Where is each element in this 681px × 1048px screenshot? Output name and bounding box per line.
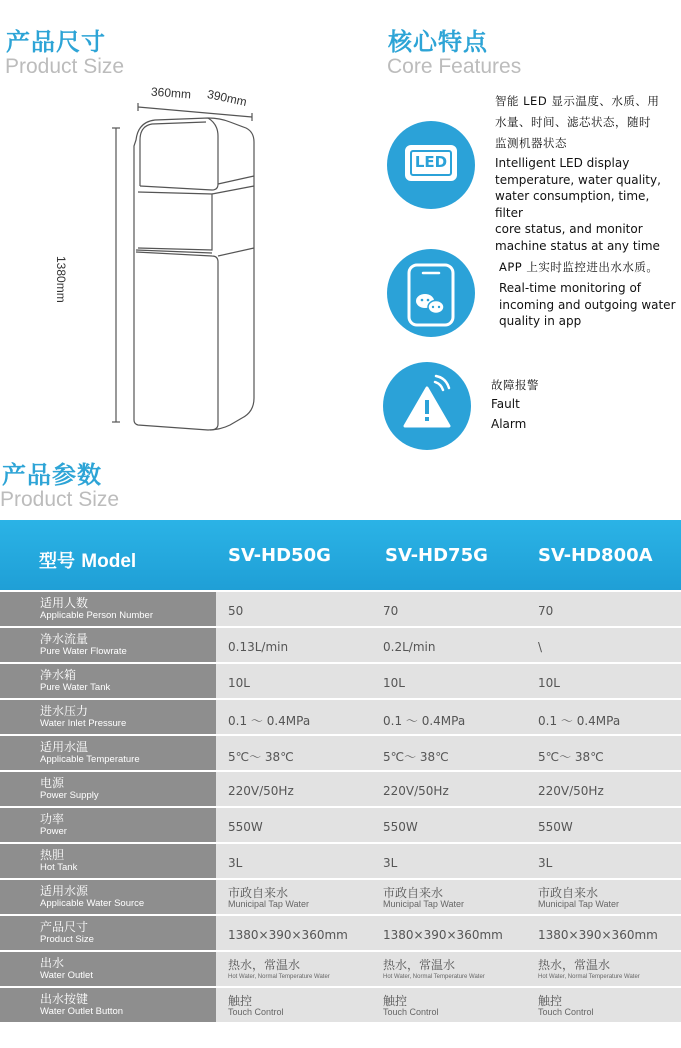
header-model-1: SV-HD50G <box>228 545 331 566</box>
row-label-cn: 出水按键 <box>40 992 89 1006</box>
cell-value: 1380×390×360mm <box>228 928 348 942</box>
header-model-label <box>39 547 136 573</box>
depth-dimension: 360mm <box>150 84 192 102</box>
row-cells <box>216 844 681 878</box>
feature-alarm-en-line-1: Fault <box>491 397 520 411</box>
cell-value: 10L <box>228 676 250 690</box>
cell-value: 5℃～ 38℃ <box>538 750 604 764</box>
warning-triangle-icon <box>383 362 471 450</box>
table-row <box>0 698 681 734</box>
row-label-en: Hot Tank <box>40 862 78 873</box>
row-cells <box>216 664 681 698</box>
cell-value: \ <box>538 640 543 654</box>
cell-value-en: Hot Water, Normal Temperature Water <box>538 974 640 980</box>
row-cells <box>216 736 681 770</box>
row-label-cn: 产品尺寸 <box>40 920 89 934</box>
params-title-cn: 产品参数 <box>2 461 102 489</box>
row-label-en: Applicable Temperature <box>40 754 140 765</box>
cell-value: 0.13L/min <box>228 640 289 654</box>
cell-value-cn: 热水，常温水 <box>383 958 456 972</box>
row-label <box>0 736 216 770</box>
row-cells <box>216 700 681 734</box>
cell-value: 0.1 ～ 0.4MPa <box>228 714 311 728</box>
row-label-cn: 净水流量 <box>40 632 89 646</box>
row-label-cn: 功率 <box>40 812 65 826</box>
table-row <box>0 770 681 806</box>
table-row <box>0 806 681 842</box>
feature-app-en-line-1: Real-time monitoring of <box>499 281 642 295</box>
table-row <box>0 626 681 662</box>
row-label <box>0 772 216 806</box>
spec-table-body <box>0 590 681 1022</box>
feature-led-en-line-3: water consumption, time, filter <box>495 189 650 220</box>
cell-value-en: Municipal Tap Water <box>538 899 620 909</box>
product-drawing <box>80 80 280 440</box>
cell-value-cn: 市政自来水 <box>538 886 599 900</box>
cell-value-cn: 触控 <box>383 994 408 1008</box>
feature-app-en-line-3: quality in app <box>499 314 582 328</box>
row-label-en: Applicable Water Source <box>40 898 145 909</box>
cell-value: 550W <box>383 820 418 834</box>
row-label-cn: 进水压力 <box>40 704 89 718</box>
row-cells <box>216 808 681 842</box>
feature-app-en-line-2: incoming and outgoing water <box>499 297 676 312</box>
table-row <box>0 842 681 878</box>
size-title-cn: 产品尺寸 <box>6 28 106 56</box>
row-label-cn: 适用水温 <box>40 740 89 754</box>
cell-value: 550W <box>228 820 263 834</box>
row-cells <box>216 988 681 1022</box>
features-title-cn: 核心特点 <box>388 28 488 56</box>
cell-value: 5℃～ 38℃ <box>383 750 449 764</box>
feature-app-text <box>499 257 679 330</box>
row-label-en: Water Inlet Pressure <box>40 718 127 729</box>
alarm-warning-icon <box>383 362 471 450</box>
cell-value: 3L <box>538 856 553 870</box>
feature-led-en-line-4: core status, and monitor <box>495 222 643 236</box>
cell-value-cn: 市政自来水 <box>383 886 444 900</box>
header-model-cn: 型号 <box>39 551 75 572</box>
row-cells <box>216 916 681 950</box>
led-badge-text: LED <box>410 150 452 176</box>
table-row <box>0 662 681 698</box>
feature-led-en-line-5: machine status at any time <box>495 238 660 253</box>
feature-app-cn-line-1: APP 上实时监控进出水水质。 <box>499 260 659 274</box>
table-row <box>0 914 681 950</box>
row-label-en: Pure Water Tank <box>40 682 111 693</box>
cell-value-cn: 触控 <box>538 994 563 1008</box>
feature-led-en-line-1: Intelligent LED display <box>495 156 630 170</box>
feature-alarm-en-line-2: Alarm <box>491 417 527 431</box>
row-label <box>0 916 216 950</box>
size-title-en: Product Size <box>5 55 125 78</box>
row-cells <box>216 772 681 806</box>
cell-value: 10L <box>538 676 560 690</box>
row-label <box>0 988 216 1022</box>
cell-value: 10L <box>383 676 405 690</box>
row-label <box>0 808 216 842</box>
cell-value: 3L <box>228 856 243 870</box>
table-row <box>0 734 681 770</box>
row-label-cn: 适用人数 <box>40 596 89 610</box>
cell-value: 1380×390×360mm <box>383 928 503 942</box>
cell-value: 0.1 ～ 0.4MPa <box>383 714 466 728</box>
cell-value: 5℃～ 38℃ <box>228 750 294 764</box>
width-dimension: 390mm <box>205 86 249 110</box>
led-display-icon <box>387 121 475 209</box>
height-dimension: 1380mm <box>54 256 68 303</box>
table-row <box>0 878 681 914</box>
header-model-en: Model <box>81 551 137 572</box>
cell-value: 70 <box>383 604 399 618</box>
header-model-3: SV-HD800A <box>538 545 653 566</box>
row-cells <box>216 952 681 986</box>
cell-value-en: Municipal Tap Water <box>228 899 310 909</box>
row-label <box>0 880 216 914</box>
cell-value-cn: 热水，常温水 <box>228 958 301 972</box>
cell-value: 220V/50Hz <box>383 784 449 798</box>
feature-led-cn-line-2: 水量、时间、滤芯状态，随时 <box>495 115 651 129</box>
cell-value-en: Hot Water, Normal Temperature Water <box>383 974 485 980</box>
row-label <box>0 700 216 734</box>
row-label-en: Power Supply <box>40 790 99 801</box>
row-label-en: Pure Water Flowrate <box>40 646 127 657</box>
cell-value: 1380×390×360mm <box>538 928 658 942</box>
feature-alarm-text <box>491 376 611 434</box>
row-cells <box>216 880 681 914</box>
row-label-cn: 出水 <box>40 956 65 970</box>
water-dispenser-outline <box>80 80 280 440</box>
row-label-cn: 热胆 <box>40 848 65 862</box>
feature-led-en-line-2: temperature, water quality, <box>495 172 661 187</box>
cell-value-en: Touch Control <box>228 1007 284 1017</box>
cell-value-en: Touch Control <box>383 1007 439 1017</box>
cell-value-cn: 市政自来水 <box>228 886 289 900</box>
cell-value: 220V/50Hz <box>538 784 604 798</box>
row-label-en: Applicable Person Number <box>40 610 154 621</box>
feature-led-cn-line-1: 智能 LED 显示温度、水质、用 <box>495 94 660 108</box>
spec-table <box>0 520 681 1022</box>
feature-alarm-cn-line-1: 故障报警 <box>491 378 539 392</box>
row-label <box>0 592 216 626</box>
row-label-en: Power <box>40 826 67 837</box>
feature-led-cn-line-3: 监测机器状态 <box>495 136 567 150</box>
row-label-en: Water Outlet <box>40 970 93 981</box>
phone-chat-icon <box>387 249 475 337</box>
table-row <box>0 590 681 626</box>
row-label-en: Water Outlet Button <box>40 1006 124 1017</box>
row-cells <box>216 628 681 662</box>
cell-value-en: Hot Water, Normal Temperature Water <box>228 974 330 980</box>
row-label-cn: 净水箱 <box>40 668 77 682</box>
cell-value: 3L <box>383 856 398 870</box>
cell-value: 50 <box>228 604 244 618</box>
header-model-2: SV-HD75G <box>385 545 488 566</box>
table-row <box>0 950 681 986</box>
cell-value: 550W <box>538 820 573 834</box>
row-cells <box>216 592 681 626</box>
feature-led-text <box>495 91 675 254</box>
cell-value: 70 <box>538 604 554 618</box>
cell-value-en: Municipal Tap Water <box>383 899 465 909</box>
row-label <box>0 844 216 878</box>
cell-value: 220V/50Hz <box>228 784 294 798</box>
features-title-en: Core Features <box>387 55 522 78</box>
row-label-cn: 适用水源 <box>40 884 89 898</box>
row-label <box>0 664 216 698</box>
row-label-en: Product Size <box>40 934 94 945</box>
phone-app-icon <box>387 249 475 337</box>
params-title-en: Product Size <box>0 488 120 511</box>
cell-value: 0.2L/min <box>383 640 436 654</box>
row-label <box>0 952 216 986</box>
table-row <box>0 986 681 1022</box>
cell-value-en: Touch Control <box>538 1007 594 1017</box>
row-label-cn: 电源 <box>40 776 65 790</box>
spec-table-header <box>0 520 681 590</box>
cell-value: 0.1 ～ 0.4MPa <box>538 714 621 728</box>
row-label <box>0 628 216 662</box>
cell-value-cn: 触控 <box>228 994 253 1008</box>
cell-value-cn: 热水，常温水 <box>538 958 611 972</box>
